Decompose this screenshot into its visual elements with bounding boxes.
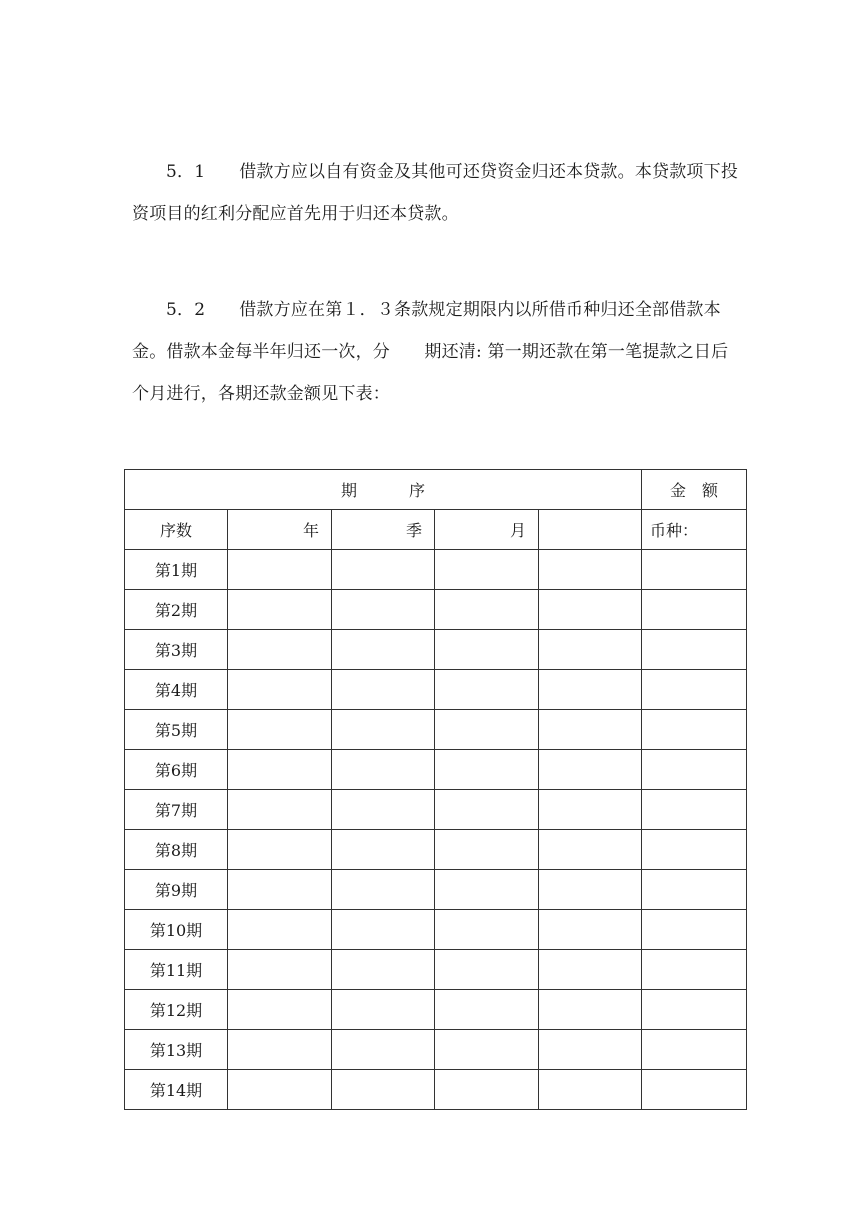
header-period: 期 序 [340,481,443,500]
period-label: 第14期 [125,1070,228,1110]
empty-cell [642,910,747,950]
col-blank [539,510,642,550]
empty-cell [228,790,332,830]
empty-cell [539,950,642,990]
table-row [125,950,747,990]
empty-cell [228,750,332,790]
table-row [125,1070,747,1110]
empty-cell [332,990,435,1030]
col-seq: 序数 [125,510,228,550]
empty-cell [642,830,747,870]
empty-cell [435,630,539,670]
empty-cell [228,590,332,630]
empty-cell [332,910,435,950]
empty-cell [642,550,747,590]
empty-cell [435,590,539,630]
empty-cell [228,550,332,590]
table-row [125,630,747,670]
period-label: 第5期 [125,710,228,750]
clause-number: 5．1 [166,162,206,182]
period-label: 第13期 [125,1030,228,1070]
empty-cell [435,550,539,590]
clause-5-2 [132,289,742,415]
empty-cell [435,790,539,830]
period-label: 第12期 [125,990,228,1030]
empty-cell [539,1070,642,1110]
empty-cell [642,870,747,910]
empty-cell [332,830,435,870]
period-label: 第6期 [125,750,228,790]
table-row [125,870,747,910]
header-amount: 金 额 [669,481,718,500]
table-header-row [125,470,747,510]
empty-cell [539,670,642,710]
empty-cell [332,950,435,990]
empty-cell [539,830,642,870]
empty-cell [332,590,435,630]
col-season: 季 [332,510,435,550]
empty-cell [642,1070,747,1110]
period-label: 第7期 [125,790,228,830]
table-row [125,550,747,590]
period-label: 第4期 [125,670,228,710]
table-row [125,590,747,630]
empty-cell [435,710,539,750]
clause-number: 5．2 [166,300,206,320]
empty-cell [642,990,747,1030]
empty-cell [435,1070,539,1110]
empty-cell [332,870,435,910]
empty-cell [539,630,642,670]
clause-text-line: 资项目的红利分配应首先用于归还本贷款。 [132,204,459,224]
empty-cell [435,870,539,910]
period-label: 第2期 [125,590,228,630]
empty-cell [228,870,332,910]
empty-cell [642,750,747,790]
table-row [125,910,747,950]
empty-cell [435,910,539,950]
period-label: 第9期 [125,870,228,910]
empty-cell [642,630,747,670]
empty-cell [228,1030,332,1070]
empty-cell [539,750,642,790]
table-row [125,830,747,870]
empty-cell [332,550,435,590]
empty-cell [228,710,332,750]
empty-cell [435,950,539,990]
period-label: 第10期 [125,910,228,950]
empty-cell [642,670,747,710]
table-row [125,1030,747,1070]
clause-text-line: 借款方应在第１．３条款规定期限内以所借币种归还全部借款本 [239,300,721,320]
period-label: 第11期 [125,950,228,990]
col-year: 年 [228,510,332,550]
empty-cell [435,670,539,710]
empty-cell [332,750,435,790]
empty-cell [228,910,332,950]
empty-cell [228,990,332,1030]
empty-cell [332,710,435,750]
table-row [125,990,747,1030]
empty-cell [642,1030,747,1070]
empty-cell [539,910,642,950]
table-row [125,790,747,830]
empty-cell [435,990,539,1030]
clause-text-line: 金。借款本金每半年归还一次，分 期还清: 第一期还款在第一笔提款之日后 [132,342,729,362]
empty-cell [539,550,642,590]
col-currency: 币种： [642,510,747,550]
empty-cell [228,950,332,990]
empty-cell [642,950,747,990]
empty-cell [228,1070,332,1110]
table-row [125,710,747,750]
empty-cell [539,590,642,630]
period-label: 第8期 [125,830,228,870]
repayment-schedule-table [124,469,747,1110]
empty-cell [642,710,747,750]
empty-cell [539,870,642,910]
empty-cell [539,710,642,750]
empty-cell [539,790,642,830]
empty-cell [332,630,435,670]
col-month: 月 [435,510,539,550]
empty-cell [642,590,747,630]
empty-cell [435,1030,539,1070]
empty-cell [332,1030,435,1070]
table-subheader-row [125,510,747,550]
empty-cell [332,790,435,830]
empty-cell [539,1030,642,1070]
empty-cell [642,790,747,830]
period-label: 第3期 [125,630,228,670]
empty-cell [435,830,539,870]
clause-5-1 [132,151,742,235]
table-row [125,750,747,790]
clause-text-line: 借款方应以自有资金及其他可还贷资金归还本贷款。本贷款项下投 [239,162,739,182]
empty-cell [228,830,332,870]
empty-cell [332,670,435,710]
clause-text-line: 个月进行，各期还款金额见下表： [132,384,390,404]
empty-cell [332,1070,435,1110]
empty-cell [435,750,539,790]
empty-cell [228,670,332,710]
empty-cell [228,630,332,670]
empty-cell [539,990,642,1030]
table-row [125,670,747,710]
period-label: 第1期 [125,550,228,590]
